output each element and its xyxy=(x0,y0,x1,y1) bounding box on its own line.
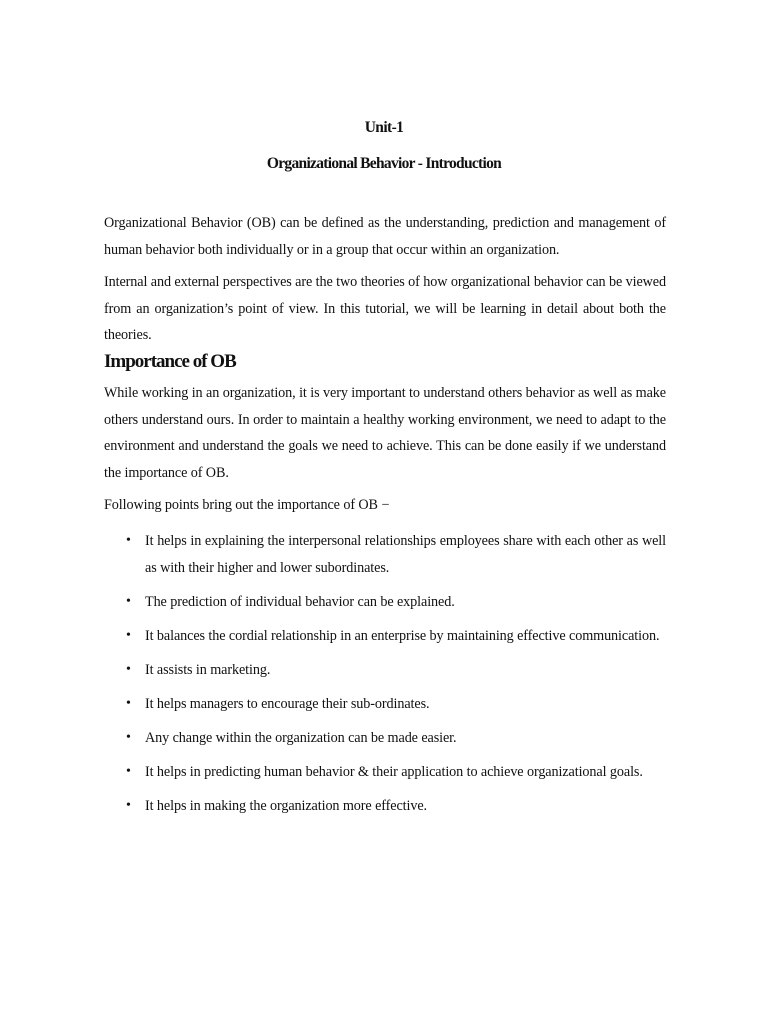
list-item xyxy=(0,759,666,786)
importance-points-list xyxy=(0,528,768,827)
list-item-text: The prediction of individual behavior can be explained. xyxy=(145,593,455,610)
perspectives-paragraph: Internal and external perspectives are the two theories of how organizational behavior can be viewed from an organization’s point of view. In this tutorial, we will be learning in detail about both the theories. xyxy=(104,274,666,343)
unit-title: Unit-1 xyxy=(364,119,404,136)
list-item-text: It helps in explaining the interpersonal relationships employees share with each other as well as with their higher and lower subordinates. xyxy=(145,533,666,576)
list-item-text: Any change within the organization can be made easier. xyxy=(145,729,457,746)
list-item-text: It helps in making the organization more effective. xyxy=(145,797,427,814)
list-item-text: It helps managers to encourage their sub-ordinates. xyxy=(145,695,430,712)
section-heading-importance: Importance of OB xyxy=(104,351,236,372)
bullet-icon: • xyxy=(126,797,131,813)
bullet-icon: • xyxy=(126,627,131,643)
list-item xyxy=(0,725,666,752)
importance-lead-in: Following points bring out the importance of OB − xyxy=(104,497,390,513)
bullet-icon: • xyxy=(126,593,131,609)
bullet-icon: • xyxy=(126,695,131,711)
list-item-text: It helps in predicting human behavior & their application to achieve organizational goals. xyxy=(145,763,643,780)
list-item xyxy=(0,623,666,650)
document-title: Organizational Behavior - Introduction xyxy=(266,155,502,172)
bullet-icon: • xyxy=(126,661,131,677)
list-item xyxy=(0,657,666,684)
list-item xyxy=(0,528,666,581)
bullet-icon: • xyxy=(126,763,131,779)
list-item xyxy=(0,793,666,820)
importance-intro-paragraph: While working in an organization, it is very important to understand others behavior as well as make others understand ours. In order to maintain a healthy working environment, we need to adapt to the environment and understand the goals we need to achieve. This can be done easily if we understand the importance of OB. xyxy=(104,385,666,481)
bullet-icon: • xyxy=(126,729,131,745)
list-item xyxy=(0,691,666,718)
bullet-icon: • xyxy=(126,533,131,548)
list-item xyxy=(0,589,666,616)
list-item-text: It assists in marketing. xyxy=(145,661,271,678)
definition-paragraph: Organizational Behavior (OB) can be defined as the understanding, prediction and management of human behavior both individually or in a group that occur within an organization. xyxy=(104,215,666,258)
list-item-text: It balances the cordial relationship in an enterprise by maintaining effective communication. xyxy=(145,627,660,644)
